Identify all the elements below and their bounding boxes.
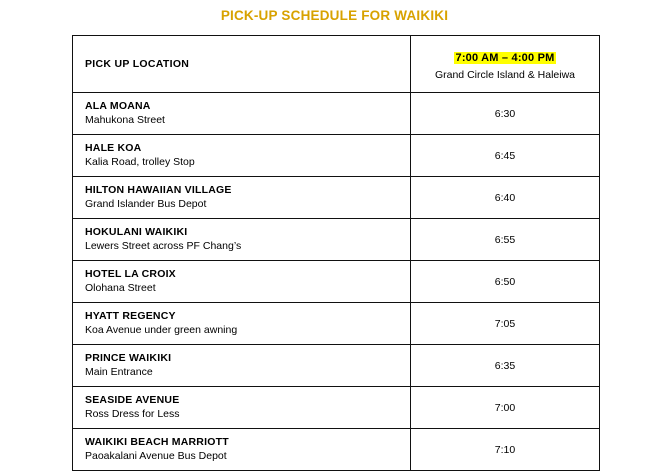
table-row [73, 429, 600, 471]
location-cell [73, 93, 411, 135]
table-row [73, 177, 600, 219]
location-cell [73, 387, 411, 429]
pickup-time: 7:10 [411, 429, 600, 471]
table-row [73, 345, 600, 387]
pickup-time: 6:40 [411, 177, 600, 219]
page-title: PICK-UP SCHEDULE FOR WAIKIKI [220, 8, 449, 23]
time-window-highlight: 7:00 AM – 4:00 PM [455, 51, 555, 64]
stop-name: HYATT REGENCY [85, 309, 176, 322]
tour-name-label: Grand Circle Island & Haleiwa [434, 68, 576, 81]
stop-detail: Grand Islander Bus Depot [85, 197, 207, 210]
location-cell [73, 219, 411, 261]
stop-detail: Paoakalani Avenue Bus Depot [85, 449, 227, 462]
schedule-table-wrapper [72, 35, 599, 471]
stop-name: WAIKIKI BEACH MARRIOTT [85, 435, 229, 448]
table-row [73, 261, 600, 303]
location-cell [73, 177, 411, 219]
pickup-time: 6:30 [411, 93, 600, 135]
table-row [73, 387, 600, 429]
location-cell [73, 429, 411, 471]
stop-detail: Koa Avenue under green awning [85, 323, 238, 336]
stop-detail: Lewers Street across PF Chang’s [85, 239, 242, 252]
stop-name: HALE KOA [85, 141, 142, 154]
stop-detail: Main Entrance [85, 365, 153, 378]
location-cell [73, 261, 411, 303]
pickup-time: 6:55 [411, 219, 600, 261]
location-cell [73, 135, 411, 177]
stop-name: PRINCE WAIKIKI [85, 351, 172, 364]
schedule-table-body [73, 36, 600, 471]
pickup-time: 7:05 [411, 303, 600, 345]
stop-name: HILTON HAWAIIAN VILLAGE [85, 183, 232, 196]
pickup-time: 6:35 [411, 345, 600, 387]
table-row [73, 93, 600, 135]
pickup-time: 6:50 [411, 261, 600, 303]
table-row [73, 135, 600, 177]
pickup-time: 6:45 [411, 135, 600, 177]
stop-name: HOTEL LA CROIX [85, 267, 176, 280]
stop-detail: Olohana Street [85, 281, 156, 294]
stop-name: ALA MOANA [85, 99, 151, 112]
header-cell-location: PICK UP LOCATION [73, 36, 411, 93]
stop-name: HOKULANI WAIKIKI [85, 225, 188, 238]
location-cell [73, 303, 411, 345]
stop-detail: Mahukona Street [85, 113, 165, 126]
location-cell [73, 345, 411, 387]
table-row [73, 303, 600, 345]
stop-name: SEASIDE AVENUE [85, 393, 180, 406]
table-row [73, 219, 600, 261]
stop-detail: Kalia Road, trolley Stop [85, 155, 195, 168]
header-cell-time [411, 36, 600, 93]
table-header-row [73, 36, 600, 93]
pickup-schedule-table [72, 35, 600, 471]
pickup-time: 7:00 [411, 387, 600, 429]
stop-detail: Ross Dress for Less [85, 407, 180, 420]
